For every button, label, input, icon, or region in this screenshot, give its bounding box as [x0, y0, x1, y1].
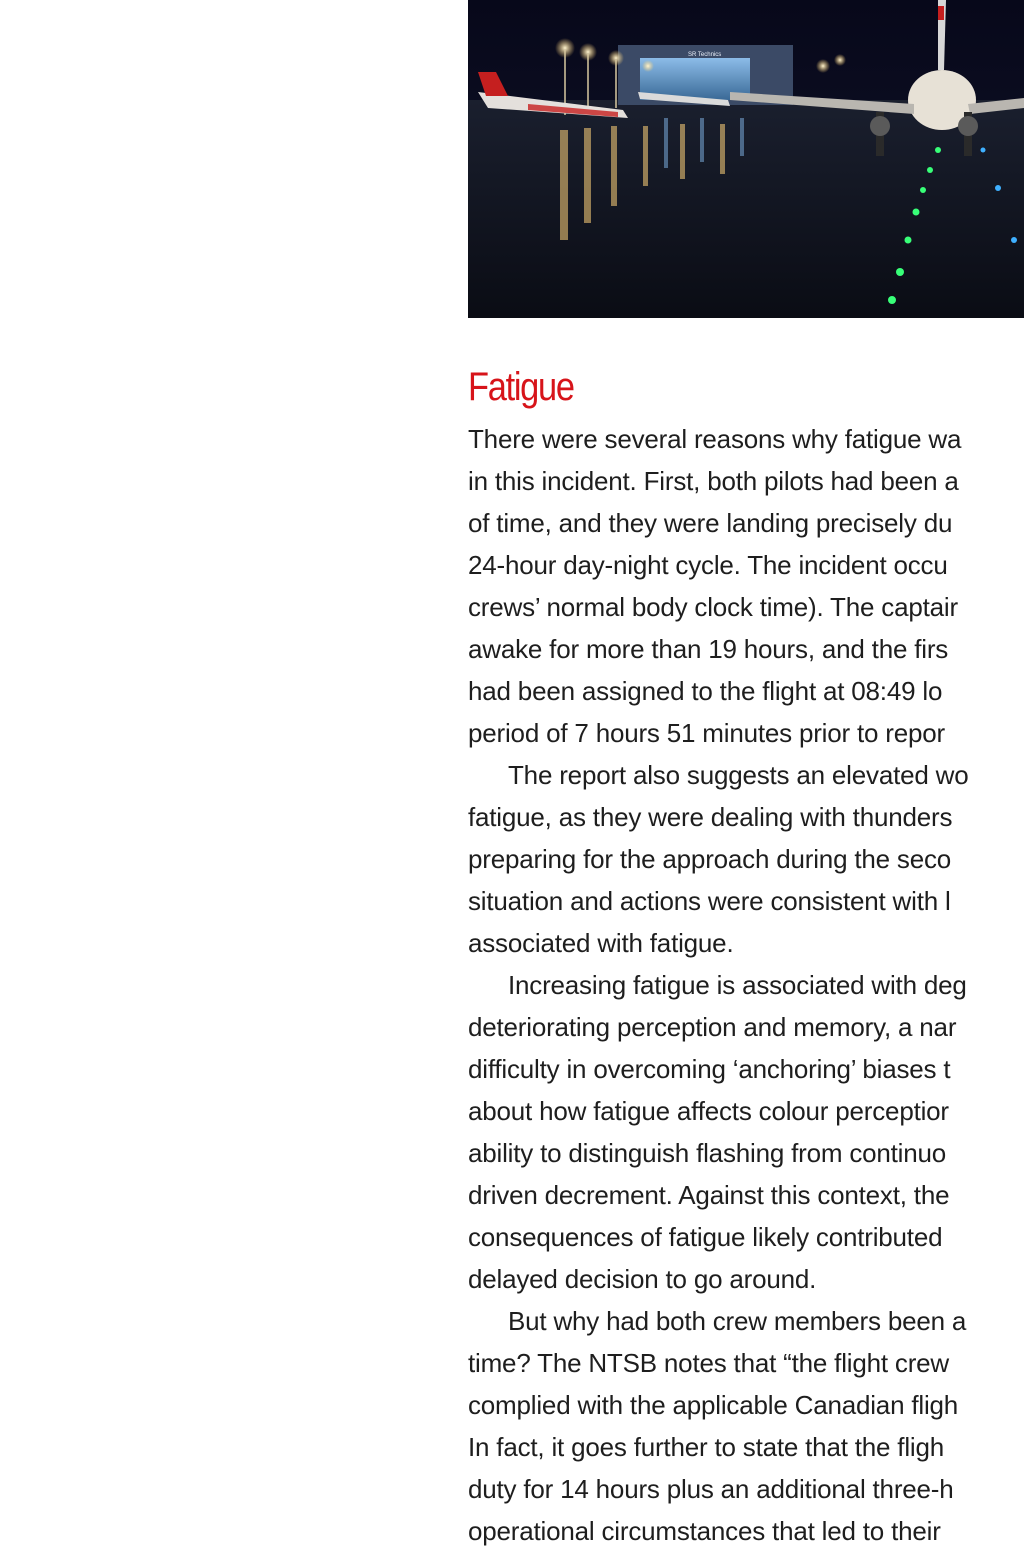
body-line: situation and actions were consistent with l	[468, 886, 951, 916]
body-line: complied with the applicable Canadian fligh	[468, 1390, 959, 1420]
body-line: consequences of fatigue likely contributed	[468, 1222, 943, 1252]
body-line: crews’ normal body clock time). The captair	[468, 592, 958, 622]
section-heading: Fatigue	[468, 365, 574, 409]
body-line: associated with fatigue.	[468, 928, 734, 958]
body-line: difficulty in overcoming ‘anchoring’ biases t	[468, 1054, 951, 1084]
hangar-sign: SR Technics	[688, 52, 722, 58]
body-line: ability to distinguish flashing from continuo	[468, 1138, 947, 1168]
body-line: in this incident. First, both pilots had been a	[468, 466, 959, 496]
body-line: about how fatigue affects colour perceptior	[468, 1096, 949, 1126]
body-line: preparing for the approach during the seco	[468, 844, 952, 874]
body-line: of time, and they were landing precisely du	[468, 508, 953, 538]
body-line: delayed decision to go around.	[468, 1264, 817, 1294]
body-line: 24-hour day-night cycle. The incident occu	[468, 550, 948, 580]
body-line: operational circumstances that led to their	[468, 1516, 941, 1546]
body-line: fatigue, as they were dealing with thunders	[468, 802, 953, 832]
body-line: But why had both crew members been a	[508, 1306, 967, 1336]
body-line: period of 7 hours 51 minutes prior to repor	[468, 718, 945, 748]
body-line: time? The NTSB notes that “the flight crew	[468, 1348, 950, 1378]
body-line: There were several reasons why fatigue wa	[468, 424, 962, 454]
body-line: In fact, it goes further to state that the fligh	[468, 1432, 945, 1462]
airport-apron-night-photo-icon	[468, 0, 1024, 318]
body-line: duty for 14 hours plus an additional three-h	[468, 1474, 954, 1504]
body-line: awake for more than 19 hours, and the firs	[468, 634, 949, 664]
airport-photo	[468, 0, 1024, 318]
body-line: driven decrement. Against this context, the	[468, 1180, 950, 1210]
article-body	[468, 418, 1024, 1552]
article-section	[468, 362, 1024, 1552]
body-line: had been assigned to the flight at 08:49 lo	[468, 676, 943, 706]
body-line: deteriorating perception and memory, a nar	[468, 1012, 957, 1042]
body-line: The report also suggests an elevated wo	[508, 760, 969, 790]
body-line: Increasing fatigue is associated with deg	[508, 970, 967, 1000]
